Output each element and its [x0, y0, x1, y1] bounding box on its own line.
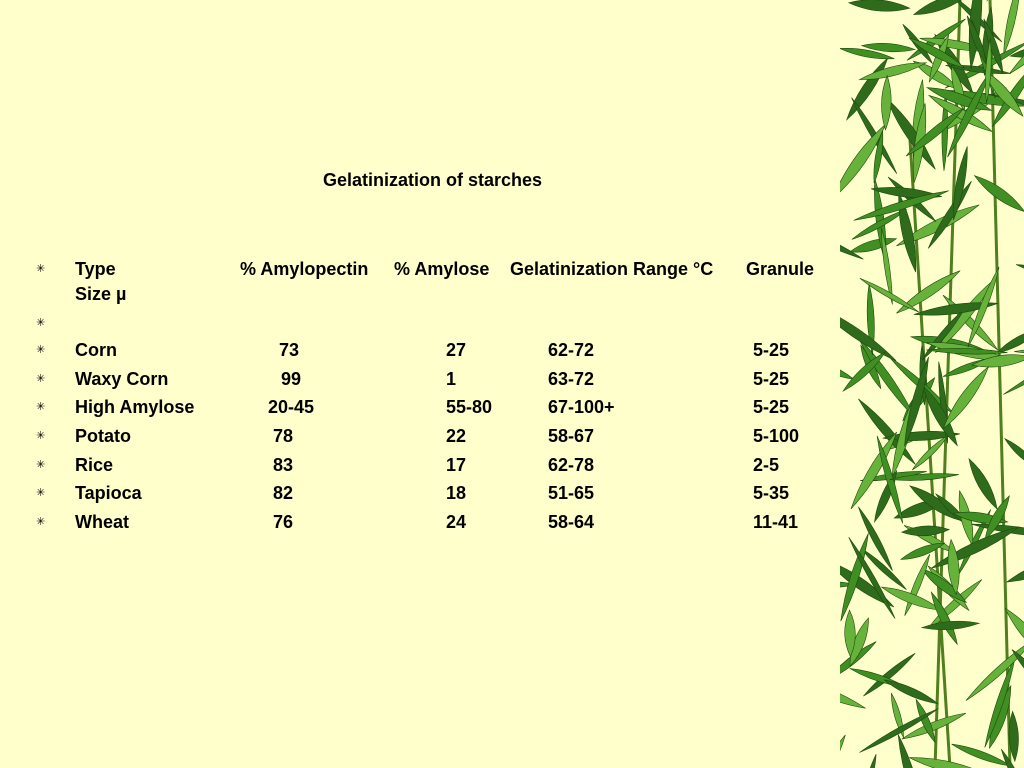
cell-gel-range: 51-65 [548, 483, 595, 503]
bullet-icon: ✳ [36, 430, 46, 442]
cell-amylopectin: 20-45 [268, 397, 315, 417]
cell-amylose: 22 [446, 426, 467, 446]
header-amylose: % Amylose [394, 259, 490, 279]
cell-granule: 5-25 [753, 397, 790, 417]
bamboo-leaf [840, 673, 867, 712]
cell-granule: 5-25 [753, 340, 790, 360]
bamboo-leaf [840, 221, 865, 262]
cell-type: Rice [75, 455, 114, 475]
cell-type: High Amylose [75, 397, 195, 417]
bullet-icon: ✳ [36, 344, 46, 356]
cell-amylopectin: 78 [273, 426, 294, 446]
bullet-icon: ✳ [36, 317, 46, 329]
cell-amylose: 55-80 [446, 397, 493, 417]
cell-amylose: 18 [446, 483, 467, 503]
cell-amylose: 27 [446, 340, 467, 360]
cell-amylose: 24 [446, 512, 467, 532]
bullet-icon: ✳ [36, 459, 46, 471]
bamboo-leaf [883, 676, 940, 707]
cell-gel-range: 58-64 [548, 512, 595, 532]
bullet-icon: ✳ [36, 401, 46, 413]
bamboo-leaf [1005, 552, 1024, 587]
bullet-icon: ✳ [36, 373, 46, 385]
bamboo-leaf [860, 754, 878, 768]
cell-amylopectin: 76 [273, 512, 294, 532]
bullet-icon: ✳ [36, 263, 46, 275]
bamboo-leaf [925, 179, 974, 250]
cell-gel-range: 58-67 [548, 426, 595, 446]
cell-granule: 5-35 [753, 483, 790, 503]
bullet-icon: ✳ [36, 516, 46, 528]
cell-type: Wheat [75, 512, 129, 532]
header-gel-range: Gelatinization Range °C [510, 259, 714, 279]
bamboo-leaf [1003, 436, 1024, 472]
header-granule: Granule [746, 259, 815, 279]
bamboo-leaf [971, 171, 1024, 216]
bamboo-leaf [1014, 346, 1024, 355]
header-type: Type [75, 259, 116, 279]
cell-granule: 5-25 [753, 369, 790, 389]
cell-type: Tapioca [75, 483, 142, 503]
cell-amylopectin: 82 [273, 483, 294, 503]
bamboo-leaf [1015, 260, 1024, 291]
bamboo-leaf [881, 75, 892, 130]
cell-amylopectin: 99 [281, 369, 302, 389]
cell-amylose: 1 [446, 369, 457, 389]
cell-granule: 2-5 [753, 455, 780, 475]
bamboo-leaf [840, 733, 848, 768]
bamboo-leaf [919, 565, 969, 606]
cell-gel-range: 62-72 [548, 340, 595, 360]
cell-gel-range: 62-78 [548, 455, 595, 475]
cell-type: Potato [75, 426, 131, 446]
bamboo-leaf [848, 0, 910, 14]
cell-type: Waxy Corn [75, 369, 169, 389]
header-size: Size µ [75, 284, 127, 304]
bullet-icon: ✳ [36, 487, 46, 499]
cell-type: Corn [75, 340, 117, 360]
header-amylopectin: % Amylopectin [240, 259, 369, 279]
cell-amylopectin: 83 [273, 455, 294, 475]
cell-granule: 11-41 [753, 512, 799, 532]
cell-amylose: 17 [446, 455, 467, 475]
bamboo-leaf [963, 636, 1024, 704]
cell-granule: 5-100 [753, 426, 800, 446]
slide-title: Gelatinization of starches [323, 170, 543, 190]
bamboo-leaf [965, 456, 1002, 511]
cell-gel-range: 63-72 [548, 369, 595, 389]
cell-amylopectin: 73 [279, 340, 300, 360]
bamboo-leaves-decoration [840, 0, 1024, 768]
cell-gel-range: 67-100+ [548, 397, 615, 417]
